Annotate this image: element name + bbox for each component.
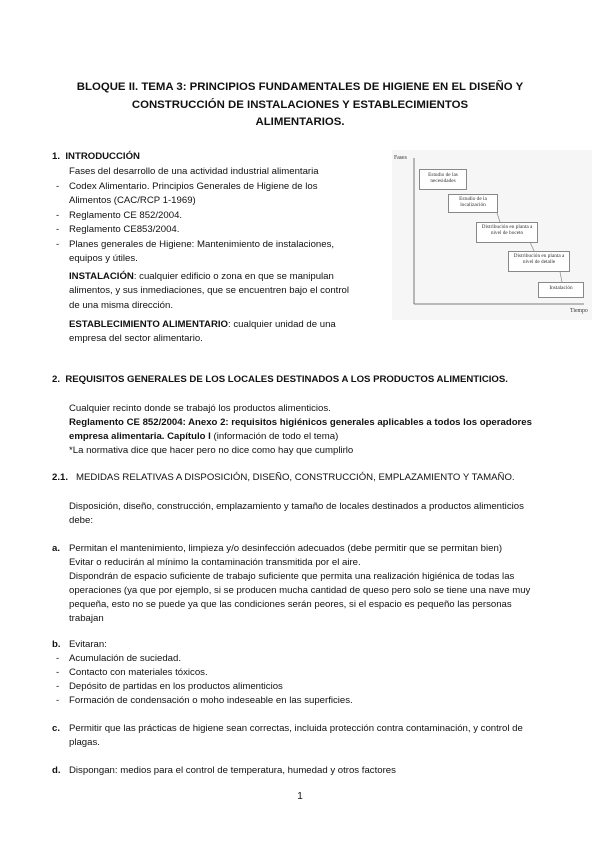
bullet-dash: - (56, 239, 60, 250)
section-1-heading (52, 151, 140, 162)
section-2-1-paragraph-2: debe: (69, 515, 94, 526)
section-2-1-heading (52, 471, 515, 486)
item-a-line: pequeña, esto no se puede ya que las condiciones serán peores, si el espacio es pequeño las personas (69, 599, 512, 610)
bullet-dash: - (56, 681, 60, 692)
section-2-regulation: Reglamento CE 852/2004: Anexo 2: requisitos higiénicos generales aplicables a todos los operadores (69, 417, 532, 428)
list-item: Formación de condensación o moho indeseable en las superficies. (69, 695, 353, 706)
installation-definition (69, 270, 334, 285)
section-2-1-paragraph: Disposición, diseño, construcción, emplazamiento y tamaño de locales destinados a productos alimenticios (69, 501, 524, 512)
chapter-label: empresa alimentaria. Capítulo I (69, 431, 211, 442)
section-1-title: INTRODUCCIÓN (65, 151, 140, 162)
bullet-dash: - (56, 210, 60, 221)
establishment-text-2: empresa del sector alimentario. (69, 333, 203, 344)
section-2-1-title: MEDIDAS RELATIVAS A DISPOSICIÓN, DISEÑO, CONSTRUCCIÓN, EMPLAZAMIENTO Y TAMAÑO. (76, 472, 515, 483)
item-c-line: Permitir que las prácticas de higiene sean correctas, incluida protección contra contaminación, y control de (69, 723, 523, 734)
bullet-dash: - (56, 181, 60, 192)
establishment-label: ESTABLECIMIENTO ALIMENTARIO (69, 319, 229, 330)
chapter-note: (información de todo el tema) (210, 431, 339, 442)
item-a-line: operaciones (ya que por ejemplo, si se producen mucha cantidad de queso pero solo se tiene una nave muy (69, 585, 531, 596)
bullet-dash: - (56, 653, 60, 664)
bullet-dash: - (56, 224, 60, 235)
establishment-text: : cualquier unidad de una (228, 319, 336, 330)
title-line-3: ALIMENTARIOS. (255, 116, 345, 128)
installation-text: : cualquier edificio o zona en que se manipulan (133, 271, 334, 282)
section-2-heading (52, 374, 508, 385)
section-2-paragraph-1: Cualquier recinto donde se trabajó los productos alimenticios. (69, 403, 331, 414)
section-2-title: REQUISITOS GENERALES DE LOS LOCALES DESTINADOS A LOS PRODUCTOS ALIMENTICIOS. (65, 374, 508, 385)
item-a-line: trabajan (69, 613, 104, 624)
title-line-1: BLOQUE II. TEMA 3: PRINCIPIOS FUNDAMENTALES DE HIGIENE EN EL DISEÑO Y (76, 81, 524, 93)
bullet-dash: - (56, 695, 60, 706)
section-2-note: *La normativa dice que hacer pero no dice como hay que cumplirlo (69, 445, 354, 456)
y-axis-label: Fases (394, 155, 407, 161)
list-item: Contacto con materiales tóxicos. (69, 667, 208, 678)
item-c-line: plagas. (69, 737, 100, 748)
list-item: equipos y útiles. (69, 253, 138, 264)
phase-box: Estudio de la localización (448, 194, 498, 213)
list-item: Alimentos (CAC/RCP 1-1969) (69, 195, 196, 206)
item-d-line: Dispongan: medios para el control de temperatura, humedad y otros factores (69, 765, 396, 776)
installation-text-3: de una misma dirección. (69, 300, 173, 311)
phase-box: Instalación (538, 282, 584, 298)
item-a-line: Evitar o reducirán al mínimo la contaminación transmitida por el aire. (69, 557, 361, 568)
installation-text-2: alimentos, y sus inmediaciones, que se encuentren bajo el control (69, 285, 349, 296)
list-item: Codex Alimentario. Principios Generales de Higiene de los (69, 181, 318, 192)
item-a-line: Dispondrán de espacio suficiente de trabajo suficiente que permita una realización higiénica de todas las (69, 571, 515, 582)
list-item: Reglamento CE 852/2004. (69, 210, 183, 221)
item-b-line: Evitaran: (69, 639, 107, 650)
section-1-number: 1. (52, 151, 61, 162)
title-line-2: CONSTRUCCIÓN DE INSTALACIONES Y ESTABLECIMIENTOS (131, 98, 469, 111)
page-number: 1 (297, 791, 303, 802)
phase-box: Distribución en planta a nivel de boceto (476, 222, 538, 243)
section-2-1-number: 2.1. (52, 472, 69, 483)
document-title (0, 79, 600, 132)
list-item: Depósito de partidas en los productos alimenticios (69, 681, 283, 692)
list-item: Reglamento CE853/2004. (69, 224, 180, 235)
section-2-number: 2. (52, 374, 61, 385)
phase-box: Estudio de las necesidades (419, 169, 467, 190)
installation-label: INSTALACIÓN (69, 271, 134, 282)
phase-box: Distribución en planta a nivel de detalle (508, 251, 570, 272)
phases-diagram (392, 150, 592, 320)
establishment-definition (69, 318, 336, 333)
x-axis-label: Tiempo (570, 308, 588, 314)
item-a-letter: a. (52, 543, 61, 554)
item-b-letter: b. (52, 639, 61, 650)
section-1-intro: Fases del desarrollo de una actividad industrial alimentaria (69, 166, 319, 177)
bullet-dash: - (56, 667, 60, 678)
section-2-chapter (69, 430, 338, 445)
item-a-line: Permitan el mantenimiento, limpieza y/o desinfección adecuados (debe permitir que se permitan bien) (69, 543, 503, 554)
item-d-letter: d. (52, 765, 61, 776)
list-item: Planes generales de Higiene: Mantenimiento de instalaciones, (69, 239, 335, 250)
list-item: Acumulación de suciedad. (69, 653, 181, 664)
item-c-letter: c. (52, 723, 61, 734)
